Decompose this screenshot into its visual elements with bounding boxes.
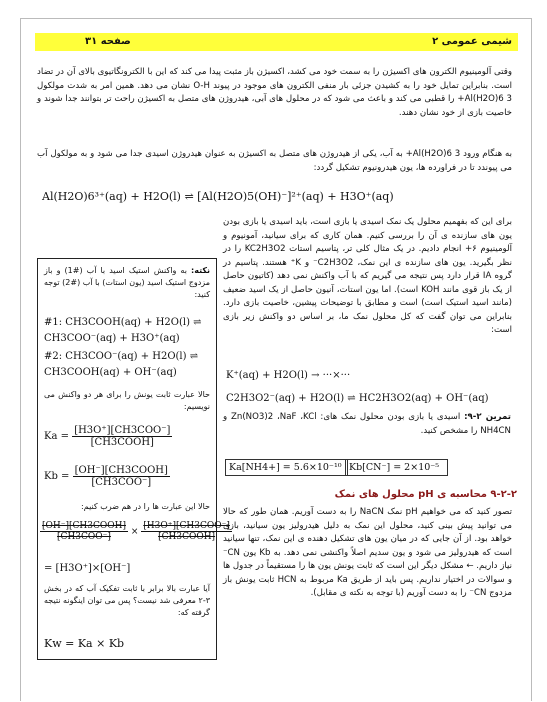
exercise-box bbox=[223, 411, 511, 479]
equation-acetate: C2H3O2⁻(aq) + H2O(l) ⇌ HC2H3O2(aq) + OH⁻(aq) bbox=[226, 393, 489, 404]
page-number: صفحه ۳۱ bbox=[85, 36, 131, 47]
product-fraction-1 bbox=[40, 521, 128, 542]
paragraph-4: تصور کنید که می خواهیم pH نمک NaCN را به دست آوریم. همان طور که حالا می توانید پیش بینی کنید، محلول این نمک به دلیل هیدرولیز یون سیانید، بازی خواهد بود. از آن جایی که در میان یون های تشکیل دهنده ی این نمک، تنها سیانید است که هیدرولیز می شود و یون سدیم اصلاً واکنشی نمی دهد. به Kb یون CN⁻ نیاز داریم. ← مشکل دیگر این است که ثابت یونش یون ها را مستقیماً در جدول ها و سوالات در اختیار نداریم. پس باید از طریق Ka مربوط به HCN ثابت یونش باز مزدوج CN⁻ را به دست آوریم (با توجه به نکته ی مقابل). bbox=[223, 507, 512, 598]
note-text-4: آیا عبارت بالا برابر با ثابت تفکیک آب که در بخش ۳-۲ معرفی شد نیست؟ پس می توان اینگونه نتیجه گرفته که: bbox=[44, 584, 210, 617]
kw-relation: Kw = Ka × Kb bbox=[44, 637, 125, 650]
kb-expression bbox=[44, 465, 170, 488]
note-text-3: حالا این عبارت ها را در هم ضرب کنیم: bbox=[81, 502, 210, 511]
paragraph-3: برای این که بفهمیم محلول یک نمک اسیدی یا بازی است، باید اسیدی یا بازی بودن یون های سازنده ی آن را بررسی کنیم. همان کاری که برای سیانید، آمونیوم و آلومینیوم ۶+ انجام دادیم. در یک مثال کلی تر، پتاسیم استات KC2H3O2 را در نظر بگیرید. یون های سازنده ی این نمک، C2H3O2⁻ و K⁺ هستند. پتاسیم در گروه IA قرار دارد پس نتیجه می گیریم که با آب واکنش نمی دهد (کاتیون حاصل از یک باز قوی مانند KOH است). اما یون استات، آنیون حاصل از یک اسید ضعیف (مانند اسید استیک است) است و مطابق با توضیحات پیشین، خاصیت بازی دارد. بنابراین می توان گفت که کل محلول نمک ما، بر اساس دو واکنش زیر بازی است: bbox=[223, 217, 513, 335]
product-expression bbox=[40, 521, 232, 542]
side-eq-2a: #2: CH3COO⁻(aq) + H2O(l) ⇌ bbox=[44, 351, 199, 362]
product-num-2: [H3O⁺][CH3COO⁻] bbox=[143, 521, 230, 531]
page-header bbox=[35, 33, 518, 51]
kb-label: Kb = bbox=[44, 471, 70, 482]
kb-box: Kb[CN⁻] = 2×10⁻⁵ bbox=[345, 459, 448, 476]
multiply-sign: × bbox=[130, 527, 139, 537]
book-title: شیمی عمومی ۲ bbox=[432, 36, 512, 47]
product-num-1: [OH⁻][CH3COOH] bbox=[42, 521, 126, 531]
section-title: ۹-۲-۲ محاسبه ی pH محلول های نمک bbox=[334, 489, 517, 500]
note-text: به واکنش استیک اسید با آب (#1) و باز مزدوج استیک اسید (یون استات) با آب (#2) توجه کنید: bbox=[44, 266, 210, 299]
kb-fraction bbox=[73, 465, 170, 488]
equation-potassium: K⁺(aq) + H2O(l) → ···×··· bbox=[226, 370, 351, 381]
ka-box: Ka[NH4+] = 5.6×10⁻¹⁰ bbox=[225, 459, 348, 476]
note-intro bbox=[44, 265, 210, 301]
side-eq-1a: #1: CH3COOH(aq) + H2O(l) ⇌ bbox=[44, 317, 202, 328]
ka-numerator: [H3O⁺][CH3COO⁻] bbox=[74, 425, 171, 436]
product-fraction-2 bbox=[141, 521, 232, 542]
note-sidebar bbox=[37, 258, 230, 660]
ka-expression bbox=[44, 425, 172, 448]
kb-numerator: [OH⁻][CH3COOH] bbox=[74, 465, 168, 476]
ka-fraction bbox=[72, 425, 172, 448]
side-eq-2b: CH3COOH(aq) + OH⁻(aq) bbox=[44, 367, 177, 378]
note-label: نکته: bbox=[191, 266, 210, 275]
side-eq-1b: CH3COO⁻(aq) + H3O⁺(aq) bbox=[44, 333, 180, 344]
exercise-text bbox=[223, 411, 511, 438]
product-den-2: [CH3COOH] bbox=[158, 532, 216, 542]
ka-denominator: [CH3COOH] bbox=[90, 437, 154, 448]
paragraph-2: به هنگام ورود Al(H2O)6 3+ به آب، یکی از هیدروژن های متصل به اکسیژن به عنوان هیدروژن اسیدی جدا می شود و به مولکول آب می پیوندد تا در فراورده ها، یون هیدرونیوم تشکیل گردد: bbox=[37, 149, 512, 173]
kb-denominator: [CH3COO⁻] bbox=[91, 477, 152, 488]
note-text-2: حالا عبارت ثابت یونش را برای هر دو واکنش می نویسیم: bbox=[44, 390, 210, 411]
product-den-1: [CH3COO⁻] bbox=[57, 532, 111, 542]
paragraph-1: وقتی آلومینیوم الکترون های اکسیژن را به سمت خود می کشد، اکسیژن باز مثبت پیدا می کند که این با الکترونگاتیوی بالای آن در تضاد است. بنابراین تمایل خود را به کشیدن جزئی بار منفی الکترون های موجود در پیوند O-H نشان می دهد. همین امر به شدت مولکول Al(H2O)6 3+ را قطبی می کند و باعث می شود که در محلول های آبی، هیدروژن های متصل به اکسیژن راحت تر بتوانند جدا شوند و خاصیت بازی از خود نشان دهند. bbox=[37, 67, 512, 118]
exercise-body: اسیدی یا بازی بودن محلول نمک های: Zn(NO3)2 ،NaF ،KCl و NH4CN را مشخص کنید. bbox=[223, 412, 511, 436]
ka-label: Ka = bbox=[44, 431, 69, 442]
product-result: = [H3O⁺]×[OH⁻] bbox=[44, 563, 131, 574]
exercise-label: تمرین ۲-۹: bbox=[464, 412, 512, 422]
main-equation: Al(H2O)6³⁺(aq) + H2O(l) ⇌ [Al(H2O)5(OH)⁻]²⁺(aq) + H3O⁺(aq) bbox=[42, 190, 394, 203]
